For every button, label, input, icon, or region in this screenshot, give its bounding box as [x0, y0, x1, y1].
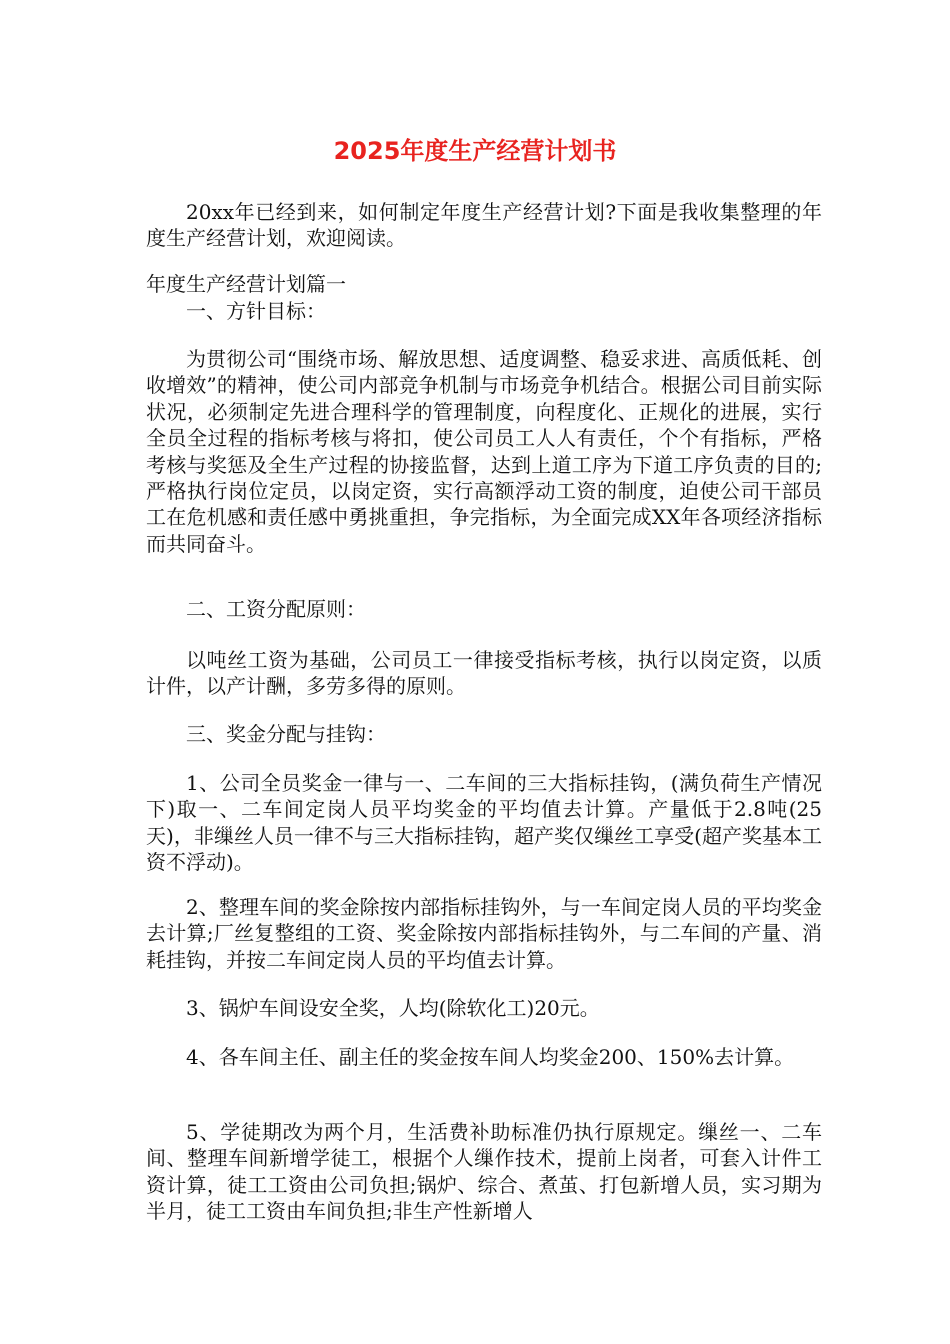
paragraph-policy-goals: 为贯彻公司“围绕市场、解放思想、适度调整、稳妥求进、高质低耗、创收增效”的精神，使公司内部竞争机制与市场竞争机结合。根据公司目前实际状况，必须制定先进合理科学的管理制度，向程度化、正规化的进展，实行全员全过程的指标考核与将扣，使公司员工人人有责任，个个有指标，严格考核与奖惩及全生产过程的协接监督，达到上道工序为下道工序负责的目的;严格执行岗位定员，以岗定资，实行高额浮动工资的制度，迫使公司干部员工在危机感和责任感中勇挑重担，争完指标，为全面完成XX年各项经济指标而共同奋斗。	[146, 347, 822, 556]
list-item-bonus-4: 4、各车间主任、副主任的奖金按车间人均奖金200、150%去计算。	[186, 1045, 795, 1069]
list-item-bonus-2: 2、整理车间的奖金除按内部指标挂钩外，与一车间定岗人员的平均奖金去计算;厂丝复整组的工资、奖金除按内部指标挂钩外，与二车间的产量、消耗挂钩，并按二车间定岗人员的平均值去计算。	[146, 895, 822, 972]
list-item-bonus-1: 1、公司全员奖金一律与一、二车间的三大指标挂钩，(满负荷生产情况下)取一、二车间定岗人员平均奖金的平均值去计算。产量低于2.8吨(25天)，非缫丝人员一律不与三大指标挂钩，超产奖仅缫丝工享受(超产奖基本工资不浮动)。	[146, 771, 822, 875]
heading-policy-goals: 一、方针目标：	[186, 299, 326, 323]
document-title: 2025年度生产经营计划书	[333, 137, 617, 165]
paragraph-wage-principles: 以吨丝工资为基础，公司员工一律接受指标考核，执行以岗定资，以质计件，以产计酬，多劳多得的原则。	[146, 648, 822, 699]
list-item-bonus-3: 3、锅炉车间设安全奖，人均(除软化工)20元。	[186, 996, 600, 1020]
heading-bonus-distribution: 三、奖金分配与挂钩：	[186, 722, 386, 746]
heading-wage-principles: 二、工资分配原则：	[186, 597, 366, 621]
intro-paragraph: 20xx年已经到来，如何制定年度生产经营计划?下面是我收集整理的年度生产经营计划，欢迎阅读。	[146, 200, 822, 251]
section-heading: 年度生产经营计划篇一	[146, 272, 346, 296]
list-item-bonus-5: 5、学徒期改为两个月，生活费补助标准仍执行原规定。缫丝一、二车间、整理车间新增学徒工，根据个人缫作技术，提前上岗者，可套入计件工资计算，徒工工资由公司负担;锅炉、综合、煮茧、打包新增人员，实习期为半月，徒工工资由车间负担;非生产性新增人	[146, 1120, 822, 1224]
